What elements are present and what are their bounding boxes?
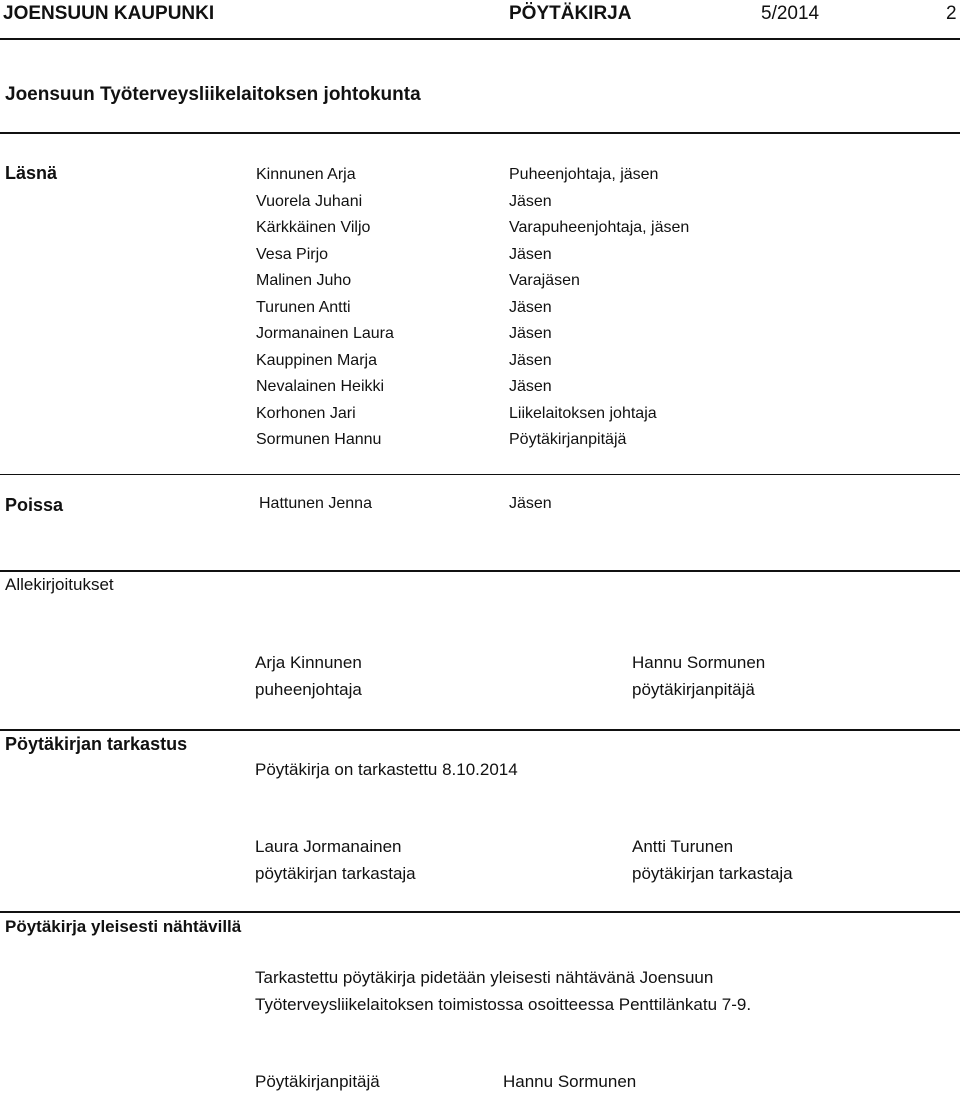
- signatures-label: Allekirjoitukset: [5, 575, 114, 594]
- member-name: Jormanainen Laura: [256, 325, 394, 342]
- public-label: Pöytäkirja yleisesti nähtävillä: [5, 917, 242, 936]
- absent-role: Jäsen: [509, 495, 552, 512]
- member-role: Jäsen: [509, 351, 552, 369]
- member-role: Varajäsen: [509, 272, 580, 289]
- section-divider-review: [0, 729, 960, 731]
- member-name: Kauppinen Marja: [256, 351, 377, 369]
- secretary-signature-name: Hannu Sormunen: [632, 653, 766, 672]
- header-page-number: 2: [946, 3, 957, 24]
- header-city: JOENSUUN KAUPUNKI: [3, 3, 215, 24]
- header-divider: [0, 38, 960, 40]
- section-divider-absent: [0, 474, 960, 475]
- section-divider-signatures: [0, 570, 960, 572]
- member-name: Malinen Juho: [256, 272, 352, 289]
- member-role: Varapuheenjohtaja, jäsen: [509, 219, 690, 236]
- header-doc-number: 5/2014: [761, 3, 820, 24]
- public-text-line-2: Työterveysliikelaitoksen toimistossa osoitteessa Penttilänkatu 7-9.: [255, 995, 752, 1014]
- absent-name: Hattunen Jenna: [259, 495, 372, 512]
- member-role: Jäsen: [509, 325, 552, 342]
- chair-signature-title: puheenjohtaja: [255, 680, 362, 699]
- section-divider-present: [0, 132, 960, 134]
- present-roles-column: [509, 162, 689, 454]
- reviewer-1-title: pöytäkirjan tarkastaja: [255, 864, 416, 883]
- member-name: Kinnunen Arja: [256, 166, 356, 183]
- member-role: Liikelaitoksen johtaja: [509, 404, 657, 422]
- present-label: Läsnä: [5, 163, 58, 183]
- reviewer-2-title: pöytäkirjan tarkastaja: [632, 864, 793, 883]
- member-name: Korhonen Jari: [256, 404, 356, 422]
- organization-title: Joensuun Työterveysliikelaitoksen johtokunta: [5, 84, 421, 105]
- reviewer-1-name: Laura Jormanainen: [255, 837, 402, 856]
- header-doc-type: PÖYTÄKIRJA: [509, 3, 632, 24]
- section-divider-public: [0, 911, 960, 913]
- member-name: Sormunen Hannu: [256, 431, 382, 448]
- member-name: Nevalainen Heikki: [256, 378, 385, 395]
- member-role: Jäsen: [509, 378, 552, 395]
- footer-role: Pöytäkirjanpitäjä: [255, 1072, 380, 1091]
- member-name: Vuorela Juhani: [256, 192, 363, 210]
- reviewer-2-name: Antti Turunen: [632, 837, 734, 856]
- member-role: Jäsen: [509, 192, 552, 210]
- member-role: Puheenjohtaja, jäsen: [509, 166, 659, 183]
- secretary-signature-title: pöytäkirjanpitäjä: [632, 680, 755, 699]
- review-label: Pöytäkirjan tarkastus: [5, 734, 188, 754]
- present-names-column: [256, 162, 394, 454]
- footer-name: Hannu Sormunen: [503, 1072, 637, 1091]
- review-statement: Pöytäkirja on tarkastettu 8.10.2014: [255, 760, 518, 779]
- member-name: Turunen Antti: [256, 298, 351, 316]
- public-text-line-1: Tarkastettu pöytäkirja pidetään yleisesti nähtävänä Joensuun: [255, 968, 714, 987]
- absent-label: Poissa: [5, 495, 64, 515]
- member-role: Jäsen: [509, 245, 552, 263]
- member-name: Kärkkäinen Viljo: [256, 219, 371, 236]
- chair-signature-name: Arja Kinnunen: [255, 653, 362, 672]
- member-role: Pöytäkirjanpitäjä: [509, 431, 627, 448]
- member-role: Jäsen: [509, 298, 552, 316]
- member-name: Vesa Pirjo: [256, 245, 329, 263]
